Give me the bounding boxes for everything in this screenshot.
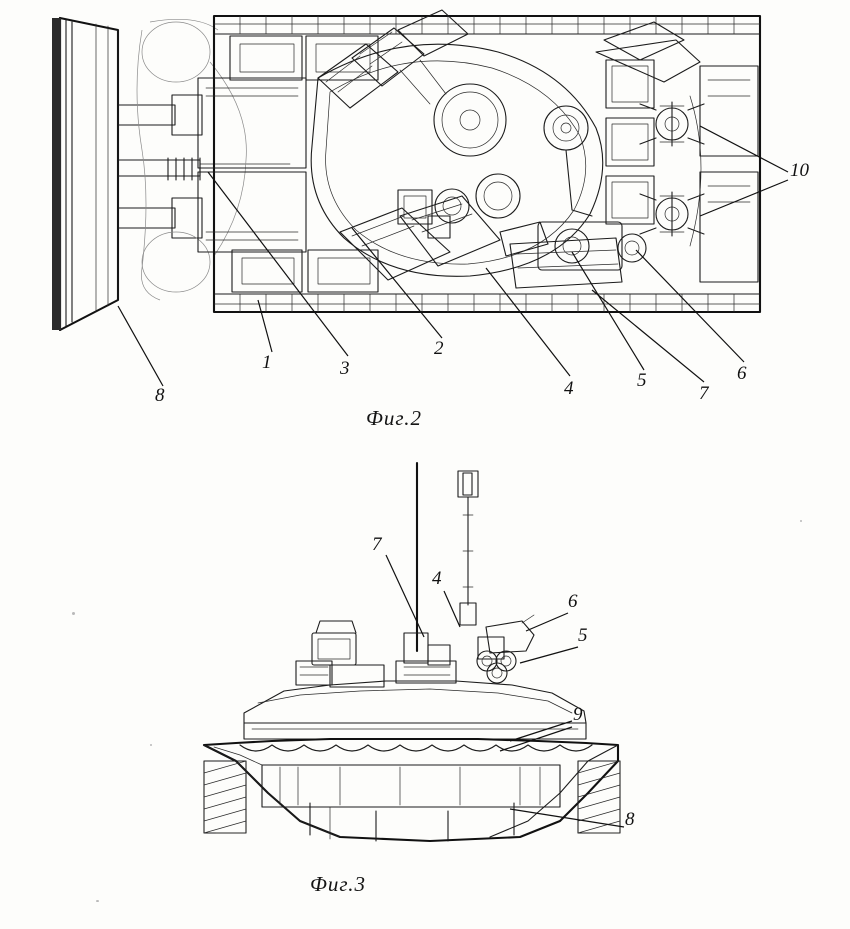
figure-2-leaders xyxy=(118,126,788,386)
callout-fig2-3: 3 xyxy=(340,358,350,379)
figure-2-caption: Фиг.2 xyxy=(366,406,423,430)
lower-panel-array xyxy=(340,196,500,280)
callout-fig2-7: 7 xyxy=(699,383,709,404)
rear-deck-compartments xyxy=(596,22,758,282)
figure-3-svg xyxy=(0,455,850,875)
callout-fig2-2: 2 xyxy=(434,338,444,359)
callout-fig3-7: 7 xyxy=(372,534,382,555)
right-equipment-cluster xyxy=(477,615,534,683)
hydraulic-spring xyxy=(168,158,200,180)
callout-fig2-5: 5 xyxy=(637,370,647,391)
dozer-blade-group xyxy=(52,18,118,330)
scan-speck xyxy=(800,520,802,522)
dozer-blade-front xyxy=(204,739,618,841)
figure-3-leaders xyxy=(386,555,624,827)
hull-outline xyxy=(214,16,760,312)
callout-fig3-5: 5 xyxy=(578,625,588,646)
callout-fig3-6: 6 xyxy=(568,591,578,612)
callout-fig3-9: 9 xyxy=(573,704,583,725)
turret-top-equipment xyxy=(296,621,456,687)
figure-3-front-view xyxy=(0,455,850,875)
track-grousers xyxy=(240,16,734,312)
callout-fig2-8: 8 xyxy=(155,385,165,406)
callout-fig2-4: 4 xyxy=(564,378,574,399)
callout-fig2-6: 6 xyxy=(737,363,747,384)
callout-fig2-10: 10 xyxy=(790,160,809,181)
callout-fig2-1: 1 xyxy=(262,352,272,373)
rear-machinery-group xyxy=(500,222,646,288)
figure-2-plan-view xyxy=(0,0,850,420)
scan-speck xyxy=(72,612,75,615)
callout-fig3-8: 8 xyxy=(625,809,635,830)
scan-speck xyxy=(150,744,152,746)
callout-fig3-4: 4 xyxy=(432,568,442,589)
rotor-unit-upper xyxy=(640,102,704,146)
hull-top-deck xyxy=(244,681,586,739)
figure-3-caption: Фиг.3 xyxy=(310,872,367,896)
scan-speck xyxy=(96,900,99,902)
blade-push-arms xyxy=(118,95,290,238)
figure-2-svg xyxy=(0,0,850,420)
antenna-mast-group xyxy=(417,463,478,651)
